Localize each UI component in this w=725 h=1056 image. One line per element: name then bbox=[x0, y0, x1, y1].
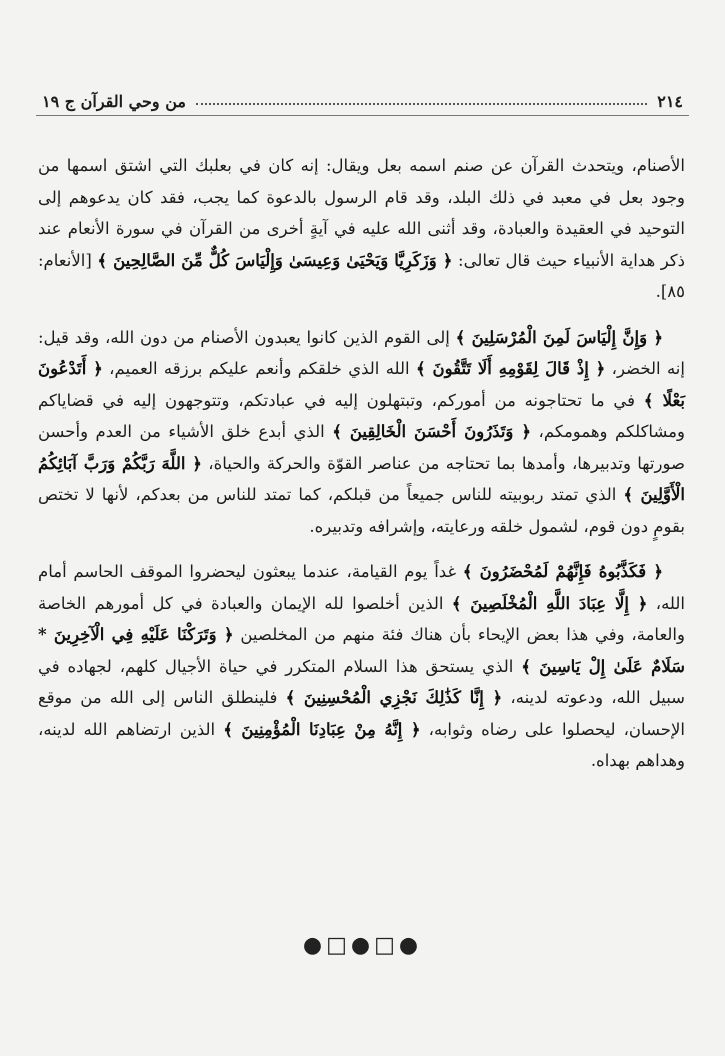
quran-verse: ﴿ إِذْ قَالَ لِقَوْمِهِ أَلَا تَتَّقُونَ ﴾ bbox=[415, 359, 606, 378]
paragraph bbox=[38, 150, 685, 308]
text-run: في ما تحتاجونه من أموركم، وتبتهلون إليه في عبادتكم، وتتوجهون إليه في قضاياكم ومشاكلكم وهمومكم، bbox=[38, 390, 685, 441]
section-end-ornament: ●□●□● bbox=[302, 933, 423, 958]
text-run: فلينطلق الناس إلى الله من موقع الإحسان، ليحصلوا على رضاه وثوابه، bbox=[38, 688, 685, 739]
quran-verse: ﴿ وَتَرَكْنَا عَلَيْهِ فِي الْآخِرِينَ * سَلَامٌ عَلَىٰ إِلْ يَاسِينَ ﴾ bbox=[38, 625, 685, 676]
text-run: [الأنعام: ٨٥]. bbox=[38, 250, 685, 301]
book-title: من وحي القرآن ج ١٩ bbox=[42, 92, 186, 111]
quran-verse: ﴿ وَإِنَّ إِلْيَاسَ لَمِنَ الْمُرْسَلِينَ ﴾ bbox=[455, 327, 663, 347]
quran-verse: ﴿ أَتَدْعُونَ بَعْلًا ﴾ bbox=[38, 359, 686, 410]
text-run: الله الذي خلقكم وأنعم عليكم برزقه العميم، bbox=[102, 359, 416, 378]
quran-verse: ﴿ إِلَّا عِبَادَ اللَّهِ الْمُخْلَصِينَ ﴾ bbox=[451, 593, 648, 613]
text-run: الذي يستحق هذا السلام المتكرر في حياة الأجيال كلهم، لجهاده في سبيل الله، ودعوته لدينه، bbox=[38, 656, 686, 707]
text-run: الذي أبدع خلق الأشياء من العدم وأحسن صورتها وتدبيرها، وأمدها بما تحتاجه من عناصر القوّة والحركة والحياة، bbox=[38, 422, 685, 473]
header-dot-leader bbox=[196, 103, 647, 105]
page-header bbox=[36, 84, 689, 116]
text-run: غداً يوم القيامة، عندما يبعثون ليحضروا الموقف الحاسم أمام الله، bbox=[38, 562, 685, 613]
body-text bbox=[38, 150, 685, 777]
text-run: الذي تمتد ربوبيته للناس جميعاً من قبلكم، كما تمتد للناس من بعدكم، لأنها لا تختص بقومٍ دون قوم، لشمول خلقه ورعايته، وإشرافه وتدبيره. bbox=[38, 485, 685, 536]
paragraph bbox=[38, 322, 685, 543]
text-run: إلى القوم الذين كانوا يعبدون الأصنام من دون الله، وقد قيل: إنه الخضر، bbox=[38, 327, 685, 378]
quran-verse: ﴿ اللَّهَ رَبَّكُمْ وَرَبَّ آبَائِكُمُ الْأَوَّلِينَ ﴾ bbox=[38, 453, 685, 504]
quran-verse: ﴿ إِنَّهُ مِنْ عِبَادِنَا الْمُؤْمِنِينَ ﴾ bbox=[223, 719, 421, 739]
quran-verse: ﴿ إِنَّا كَذَٰلِكَ نَجْزِي الْمُحْسِنِينَ ﴾ bbox=[285, 688, 503, 707]
page-number: ٢١٤ bbox=[657, 92, 683, 111]
paragraph bbox=[38, 556, 685, 777]
quran-verse: ﴿ وَتَذَرُونَ أَحْسَنَ الْخَالِقِينَ ﴾ bbox=[332, 422, 532, 441]
text-run: الذين ارتضاهم الله لدينه، وهداهم بهداه. bbox=[38, 719, 685, 770]
quran-verse: ﴿ وَزَكَرِيَّا وَيَحْيَىٰ وَعِيسَىٰ وَإِلْيَاسَ كُلٌّ مِّنَ الصَّالِحِينَ ﴾ bbox=[97, 250, 453, 270]
text-run: الأصنام، ويتحدث القرآن عن صنم اسمه بعل ويقال: إنه كان في بعلبك التي اشتق اسمها من وجود بعل في معبد في ذلك البلد، وقد قام الرسول بالدعوة كما يجب، فقد كان يدعوهم إلى التوحيد في العقيدة والعبادة، وقد أثنى الله عليه في آيةٍ أخرى من القرآن في سورة الأنعام عند ذكر هداية الأنبياء حيث قال تعالى: bbox=[38, 156, 686, 270]
text-run: الذين أخلصوا لله الإيمان والعبادة في كل أمورهم الخاصة والعامة، وفي هذا بعض الإيحاء بأن هناك فئة منهم من المخلصين bbox=[38, 593, 685, 644]
quran-verse: ﴿ فَكَذَّبُوهُ فَإِنَّهُمْ لَمُحْضَرُونَ ﴾ bbox=[462, 562, 663, 581]
